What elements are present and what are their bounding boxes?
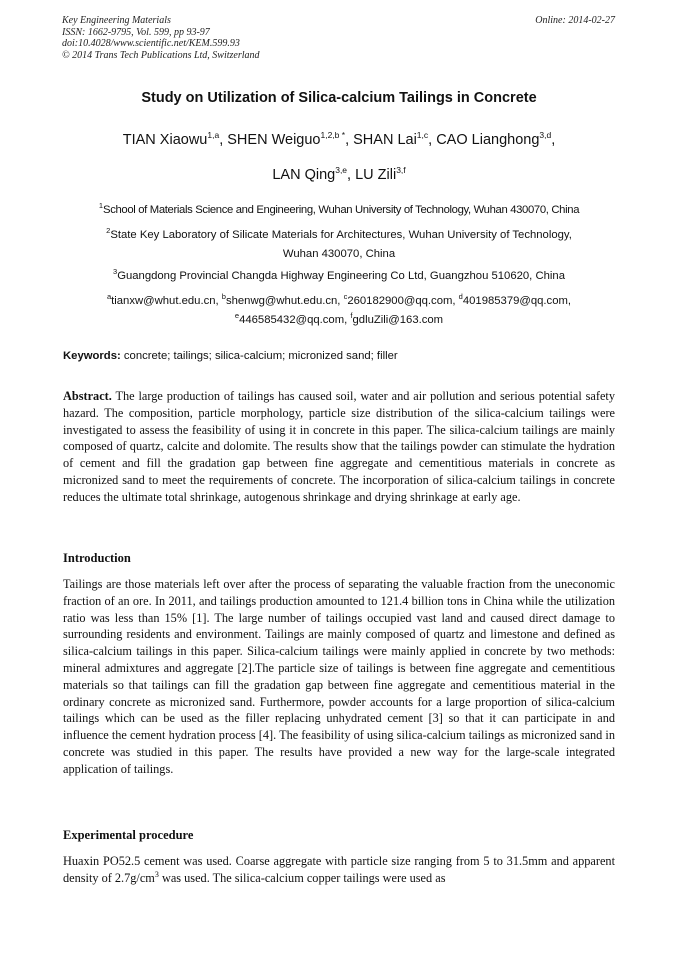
introduction-paragraph: Tailings are those materials left over after the process of separating the valuable fraction from the uneconomic fraction of an ore. In 2011, and tailings production amounted to 121.4 billion tons in China while the utilization ratio was less than 15% [1]. The large number of tailings occupied vast land and caused direct damage to surrounding residents and environment. Tailings are mainly composed of quartz and limestone and defined as silica-calcium tailings in this paper. Silica-calcium tailings were mainly applied in concrete by two methods: mineral admixtures and aggregate [2].The particle size of tailings is between fine aggregate and cementitious materials so that tailings can fill the gradation gap between fine aggregate and cementitious material in the ordinary concrete as micronized sand. Furthermore, powder accounts for a large proportion of silica-calcium tailings which can be used as the filler replacing unhydrated cement [3] so that it can participate in and influence the cement hydration process [4]. The feasibility of using silica-calcium tailings as micronized sand in concrete was studied in this paper. The results have provided a new way for the large-scale integrated application of tailings.	[63, 577, 615, 776]
author-sup: 3,f	[396, 165, 406, 176]
experimental-paragraph: Huaxin PO52.5 cement was used. Coarse aggregate with particle size ranging from 5 to 31.5mm and apparent density of $2.7g/cm^3$ was used. The silica-calcium copper tailings were used as	[63, 854, 615, 885]
affiliation-1: $^1$School of Materials Science and Engineering, Wuhan University of Technology, Wuhan 430070, China	[98, 201, 580, 216]
authors-line-2: LAN Qing$^{3,e}$, LU Zili$^{3,f}$	[272, 165, 406, 183]
abstract-text: The large production of tailings has caused soil, water and air pollution and serious potential safety hazard. The composition, particle morphology, particle size distribution of the silica-calcium tailings were investigated to assess the feasibility of using it in concrete in this paper. The silica-calcium tailings are mainly composed of quartz, calcite and dolomite. The results show that the tailings powder can stimulate the hydration of cement and fill the gradation gap between fine aggregate and cementitious materials in concrete as micronized sand to meet the requirements of concrete. The incorporation of silica-calcium tailings in concrete reduces the ultimate total shrinkage, autogenous shrinkage and drying shrinkage at early age.	[63, 389, 615, 504]
doi-line[interactable]: doi:10.4028/www.scientific.net/KEM.599.93	[62, 38, 240, 49]
journal-name: Key Engineering Materials	[62, 15, 171, 26]
author-sup: 3,d	[539, 130, 552, 141]
author-sup: 1,a	[207, 130, 220, 141]
email-link[interactable]: gdluZili@163.com	[352, 314, 444, 326]
journal-header	[62, 15, 260, 61]
email-link[interactable]: 260182900@qq.com,	[347, 295, 459, 307]
keywords	[63, 350, 398, 362]
email-link[interactable]: tianxw@whut.edu.cn,	[111, 295, 222, 307]
author-sup: 3,e	[335, 165, 348, 176]
paper-title: Study on Utilization of Silica-calcium Tailings in Concrete	[141, 90, 537, 106]
author-sup: 1,2,b *	[320, 130, 346, 141]
abstract-paragraph	[63, 388, 615, 506]
author-sup: 1,c	[416, 130, 429, 141]
copyright-line: © 2014 Trans Tech Publications Ltd, Switzerland	[62, 49, 260, 61]
author-name: TIAN Xiaowu	[122, 132, 208, 148]
email-link[interactable]: shenwg@whut.edu.cn,	[225, 295, 344, 307]
email-link[interactable]: 401985379@qq.com,	[462, 295, 572, 307]
author-name: LU Zili	[355, 167, 397, 183]
author-name: LAN Qing	[272, 167, 336, 183]
section-heading-experimental: Experimental procedure	[63, 828, 194, 842]
affiliation-2: $^2$State Key Laboratory of Silicate Materials for Architectures, Wuhan University of Technology, Wuhan 430070, China	[106, 226, 572, 260]
issn-line: ISSN: 1662-9795, Vol. 599, pp 93-97	[62, 26, 210, 38]
authors-line-1: TIAN Xiaowu$^{1,a}$, SHEN Weiguo$^{1,2,b *}$, SHAN Lai$^{1,c}$, CAO Lianghong$^{3,d}$,	[122, 130, 556, 148]
author-name: SHEN Weiguo	[227, 132, 321, 148]
author-name: SHAN Lai	[353, 132, 417, 148]
email-link[interactable]: 446585432@qq.com,	[239, 314, 351, 326]
affiliation-3: $^3$Guangdong Provincial Changda Highway Engineering Co Ltd, Guangzhou 510620, China	[113, 267, 565, 282]
email-list: $^a$tianxw@whut.edu.cn, $^b$shenwg@whut.edu.cn, $^c$260182900@qq.com, $^d$401985379@qq.com, $^e$446585432@qq.com, $^f$gdluZili@163.com	[106, 292, 572, 326]
keywords-text: concrete; tailings; silica-calcium; micronized sand; filler	[120, 350, 398, 362]
online-date: Online: 2014-02-27	[535, 15, 615, 26]
section-heading-introduction: Introduction	[63, 551, 131, 565]
keywords-label: Keywords:	[63, 350, 121, 362]
abstract-label: Abstract.	[63, 389, 112, 403]
author-name: CAO Lianghong	[436, 132, 540, 148]
